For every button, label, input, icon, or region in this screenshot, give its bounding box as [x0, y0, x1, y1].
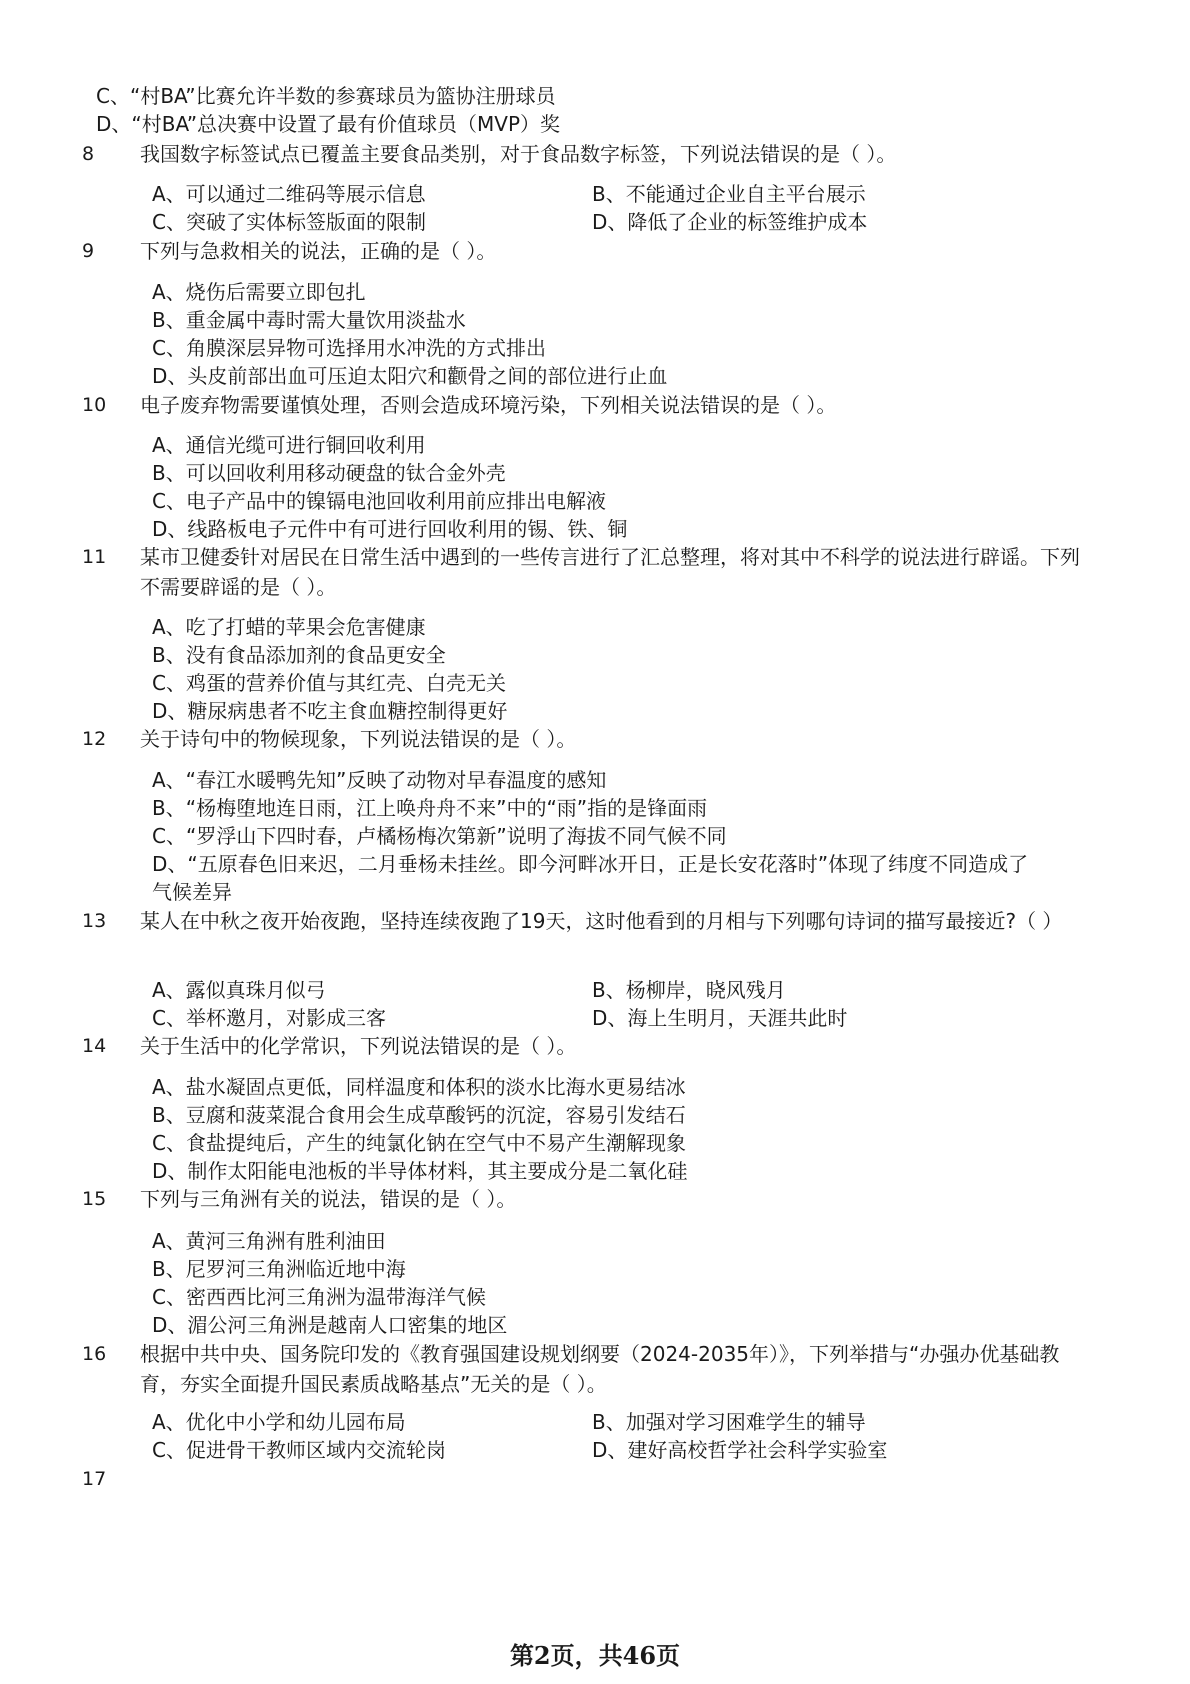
option-d: D、“五原春色旧来迟，二月垂杨未挂丝。即今河畔冰开日，正是长安花落时”体现了纬度不同造成了气候差异 — [152, 852, 1029, 904]
question-stem: 下列与急救相关的说法，正确的是（ ）。 — [140, 239, 497, 263]
option-d: D、头皮前部出血可压迫太阳穴和颧骨之间的部位进行止血 — [152, 364, 668, 388]
option-b: B、加强对学习困难学生的辅导 — [592, 1410, 866, 1434]
option-d: D、线路板电子元件中有可进行回收利用的锡、铁、铜 — [152, 517, 628, 541]
question-stem: 关于诗句中的物候现象，下列说法错误的是（ ）。 — [140, 727, 577, 751]
option-c: C、鸡蛋的营养价值与其红壳、白壳无关 — [152, 671, 506, 695]
option-b: B、没有食品添加剂的食品更安全 — [152, 643, 446, 667]
option-d: D、湄公河三角洲是越南人口密集的地区 — [152, 1313, 508, 1337]
option-c: C、密西西比河三角洲为温带海洋气候 — [152, 1285, 486, 1309]
question-number: 13 — [82, 910, 107, 932]
option-c: C、食盐提纯后，产生的纯氯化钠在空气中不易产生潮解现象 — [152, 1131, 686, 1155]
question-number: 9 — [82, 240, 95, 262]
option-b: B、重金属中毒时需大量饮用淡盐水 — [152, 308, 466, 332]
question-stem: 电子废弃物需要谨慎处理，否则会造成环境污染，下列相关说法错误的是（ ）。 — [140, 393, 837, 417]
option-a: A、露似真珠月似弓 — [152, 978, 326, 1002]
option-a: A、“春江水暖鸭先知”反映了动物对早春温度的感知 — [152, 768, 607, 792]
option-c: C、电子产品中的镍镉电池回收利用前应排出电解液 — [152, 489, 606, 513]
option-d: D、建好高校哲学社会科学实验室 — [592, 1438, 888, 1462]
option-b: B、“杨梅堕地连日雨，江上唤舟舟不来”中的“雨”指的是锋面雨 — [152, 796, 708, 820]
option-b: B、可以回收利用移动硬盘的钛合金外壳 — [152, 461, 506, 485]
question-number: 15 — [82, 1188, 107, 1210]
question-stem: 根据中共中央、国务院印发的《教育强国建设规划纲要（2024-2035年）》，下列举措与“办强办优基础教育，夯实全面提升国民素质战略基点”无关的是（ ）。 — [140, 1342, 1060, 1396]
option-a: A、通信光缆可进行铜回收利用 — [152, 433, 426, 457]
question-stem: 某市卫健委针对居民在日常生活中遇到的一些传言进行了汇总整理，将对其中不科学的说法进行辟谣。下列不需要辟谣的是（ ）。 — [140, 545, 1080, 599]
option-c: C、举杯邀月，对影成三客 — [152, 1006, 386, 1030]
option-c: C、“罗浮山下四时春，卢橘杨梅次第新”说明了海拔不同气候不同 — [152, 824, 727, 848]
option-a: A、烧伤后需要立即包扎 — [152, 280, 366, 304]
question-stem: 我国数字标签试点已覆盖主要食品类别，对于食品数字标签，下列说法错误的是（ ）。 — [140, 142, 897, 166]
option-a: A、优化中小学和幼儿园布局 — [152, 1410, 406, 1434]
option-d: D、糖尿病患者不吃主食血糖控制得更好 — [152, 699, 508, 723]
question-number: 17 — [82, 1468, 107, 1490]
option-d: D、“村BA”总决赛中设置了最有价值球员（MVP）奖 — [96, 112, 561, 136]
option-a: A、黄河三角洲有胜利油田 — [152, 1229, 386, 1253]
option-a: A、盐水凝固点更低，同样温度和体积的淡水比海水更易结冰 — [152, 1075, 686, 1099]
option-c: C、促进骨干教师区域内交流轮岗 — [152, 1438, 446, 1462]
option-c: C、突破了实体标签版面的限制 — [152, 210, 426, 234]
option-c: C、角膜深层异物可选择用水冲洗的方式排出 — [152, 336, 546, 360]
question-number: 8 — [82, 143, 95, 165]
option-a: A、可以通过二维码等展示信息 — [152, 182, 426, 206]
page-footer: 第2页，共46页 — [509, 1641, 681, 1670]
question-number: 11 — [82, 546, 107, 568]
option-d: D、海上生明月，天涯共此时 — [592, 1006, 848, 1030]
option-b: B、杨柳岸，晓风残月 — [592, 978, 786, 1002]
option-b: B、豆腐和菠菜混合食用会生成草酸钙的沉淀，容易引发结石 — [152, 1103, 686, 1127]
option-c: C、“村BA”比赛允许半数的参赛球员为篮协注册球员 — [96, 84, 556, 108]
question-stem: 某人在中秋之夜开始夜跑，坚持连续夜跑了19天，这时他看到的月相与下列哪句诗词的描写最接近?（ ） — [140, 909, 1063, 933]
question-number: 16 — [82, 1343, 107, 1365]
question-number: 14 — [82, 1035, 107, 1057]
question-stem: 下列与三角洲有关的说法，错误的是（ ）。 — [140, 1187, 517, 1211]
option-b: B、不能通过企业自主平台展示 — [592, 182, 866, 206]
question-stem: 关于生活中的化学常识，下列说法错误的是（ ）。 — [140, 1034, 577, 1058]
option-d: D、降低了企业的标签维护成本 — [592, 210, 868, 234]
question-number: 12 — [82, 728, 107, 750]
option-a: A、吃了打蜡的苹果会危害健康 — [152, 615, 426, 639]
question-number: 10 — [82, 394, 107, 416]
option-b: B、尼罗河三角洲临近地中海 — [152, 1257, 406, 1281]
option-d: D、制作太阳能电池板的半导体材料，其主要成分是二氧化硅 — [152, 1159, 688, 1183]
